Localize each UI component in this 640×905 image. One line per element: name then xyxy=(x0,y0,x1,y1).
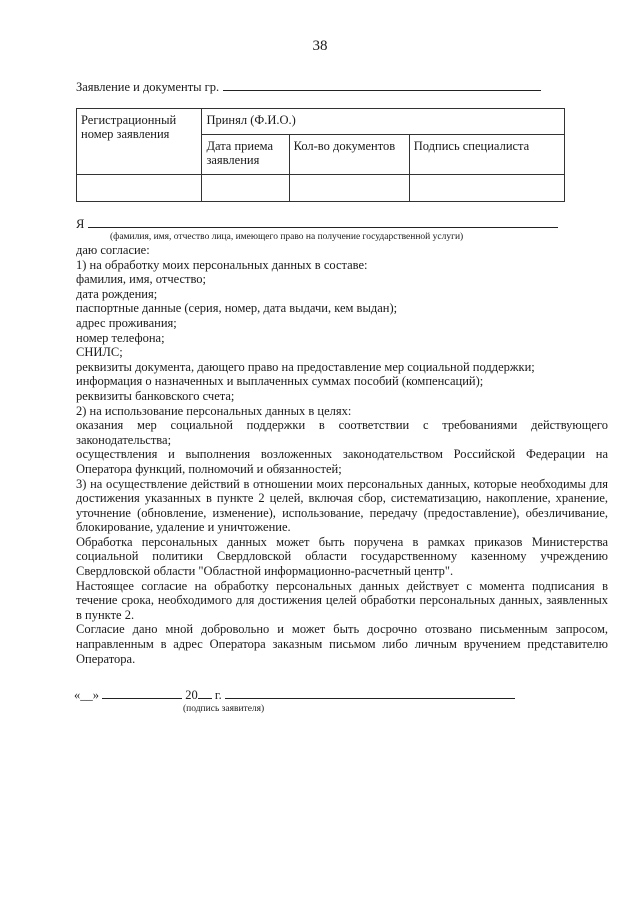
applicant-name-blank xyxy=(223,78,541,91)
year-prefix: 20 xyxy=(185,688,198,702)
registration-table xyxy=(76,108,565,202)
ya-caption: (фамилия, имя, отчество лица, имеющего право на получение государственной услуги) xyxy=(110,232,464,242)
consent-line: паспортные данные (серия, номер, дата выдачи, кем выдан); xyxy=(76,301,398,316)
consent-text xyxy=(76,243,608,666)
consent-line: реквизиты банковского счета; xyxy=(76,388,235,403)
reg-number-header: Регистрационный номер заявления xyxy=(77,109,202,175)
year-suffix: г. xyxy=(214,688,222,702)
consent-line: адрес проживания; xyxy=(76,315,177,330)
full-name-blank xyxy=(88,215,558,228)
consent-line: СНИЛС; xyxy=(76,345,123,360)
consent-line: 2) на использование персональных данных в целях: xyxy=(76,403,352,418)
year-blank xyxy=(198,688,212,699)
quote-close: » xyxy=(92,688,99,702)
consent-paragraph: Настоящее согласие на обработку персональных данных действует с момента подписания в течение срока, необходимого для достижения целей обработки персональных данных, заявленных в пункте 2. xyxy=(76,578,608,622)
consent-line: информация о назначенных и выплаченных суммах пособий (компенсаций); xyxy=(76,374,484,389)
day-blank: __ xyxy=(80,688,93,702)
docs-count-header: Кол-во документов xyxy=(289,135,409,175)
signature-cell xyxy=(409,175,564,202)
consent-line: фамилия, имя, отчество; xyxy=(76,272,207,287)
date-header: Дата приема заявления xyxy=(202,135,289,175)
consent-line: дата рождения; xyxy=(76,286,158,301)
quote-open: « xyxy=(74,688,81,702)
consent-paragraph: оказания мер социальной поддержки в соответствии с требованиями действующего законодательства; xyxy=(76,418,608,447)
signature-line xyxy=(74,688,515,703)
date-cell xyxy=(202,175,289,202)
signature-caption: (подпись заявителя) xyxy=(183,704,265,714)
accepted-header: Принял (Ф.И.О.) xyxy=(202,109,565,135)
month-blank xyxy=(102,688,182,699)
signature-header: Подпись специалиста xyxy=(409,135,564,175)
ya-label: Я xyxy=(76,217,85,231)
reg-number-cell xyxy=(77,175,202,202)
consent-line: номер телефона; xyxy=(76,330,165,345)
applicant-line xyxy=(76,78,541,95)
docs-count-cell xyxy=(289,175,409,202)
consent-paragraph: Обработка персональных данных может быть поручена в рамках приказов Министерства социальной политики Свердловской области государственному казенному учреждению Свердловской области "Областной информационно-расчетный центр". xyxy=(76,534,608,579)
consent-line: реквизиты документа, дающего право на предоставление мер социальной поддержки; xyxy=(76,359,535,374)
applicant-label: Заявление и документы гр. xyxy=(76,80,220,94)
consent-paragraph: 3) на осуществление действий в отношении моих персональных данных, которые необходимы для достижения указанных в пункте 2 целей, включая сбор, систематизацию, накопление, хранение, уточнение (обновление, изменение), использование, передачу (предоставление), обезличивание, блокирование, удаление и уничтожение. xyxy=(76,476,608,535)
consent-line: 1) на обработку моих персональных данных в составе: xyxy=(76,257,368,272)
page-number: 38 xyxy=(312,38,328,54)
consent-line: даю согласие: xyxy=(76,243,150,257)
ya-line xyxy=(76,215,558,232)
consent-paragraph: Согласие дано мной добровольно и может быть досрочно отозвано письменным запросом, направленным в адрес Оператора заказным письмом либо личным вручением представителю Оператора. xyxy=(76,622,608,666)
consent-paragraph: осуществления и выполнения возложенных законодательством Российской Федерации на Оператора функций, полномочий и обязанностей; xyxy=(76,447,608,476)
signature-blank xyxy=(225,688,515,699)
